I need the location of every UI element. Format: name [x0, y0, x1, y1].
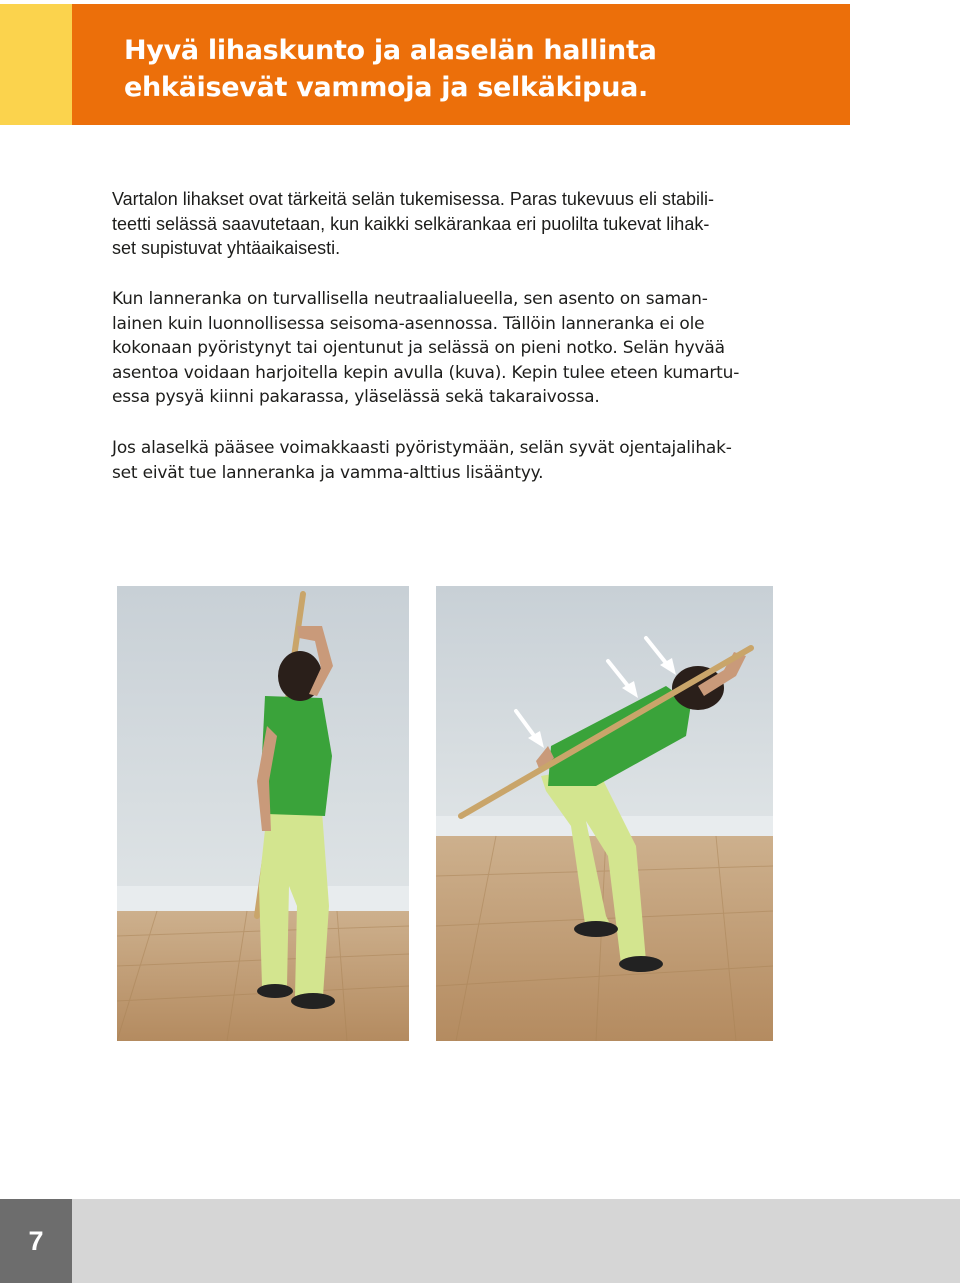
bending-posture-illustration	[436, 586, 773, 1041]
paragraph-2-line: lainen kuin luonnollisessa seisoma-asennossa. Tällöin lanneranka ei ole	[112, 313, 705, 334]
paragraph-2	[112, 287, 782, 410]
photo-standing-posture	[117, 586, 409, 1041]
paragraph-2-line: asentoa voidaan harjoitella kepin avulla (kuva). Kepin tulee eteen kumartu-	[112, 362, 740, 383]
page-number: 7	[0, 1199, 72, 1283]
title-banner	[72, 4, 850, 125]
paragraph-2-line: Kun lanneranka on turvallisella neutraalialueella, sen asento on saman-	[112, 289, 708, 309]
paragraph-1-line: set supistuvat yhtäaikaisesti.	[112, 238, 341, 258]
paragraph-3	[112, 436, 782, 485]
paragraph-2-line: kokonaan pyöristynyt tai ojentunut ja selässä on pieni notko. Selän hyvää	[112, 338, 725, 358]
paragraph-1	[112, 187, 782, 261]
standing-posture-illustration	[117, 586, 409, 1041]
photo-bending-posture	[436, 586, 773, 1041]
title-line-2: ehkäisevät vammoja ja selkäkipua.	[124, 72, 649, 103]
yellow-header-tab	[0, 4, 72, 125]
paragraph-3-line: Jos alaselkä pääsee voimakkaasti pyöristymään, selän syvät ojentajalihak-	[112, 438, 732, 458]
paragraph-3-line: set eivät tue lanneranka ja vamma-alttius lisääntyy.	[112, 462, 544, 483]
paragraph-1-line: Vartalon lihakset ovat tärkeitä selän tukemisessa. Paras tukevuus eli stabili-	[112, 189, 714, 209]
paragraph-2-line: essa pysyä kiinni pakarassa, yläselässä sekä takaraivossa.	[112, 387, 600, 407]
paragraph-1-line: teetti selässä saavutetaan, kun kaikki selkärankaa eri puolilta tukevat lihak-	[112, 213, 710, 234]
footer-bar	[0, 1199, 960, 1283]
title-line-1: Hyvä lihaskunto ja alaselän hallinta	[124, 35, 657, 66]
